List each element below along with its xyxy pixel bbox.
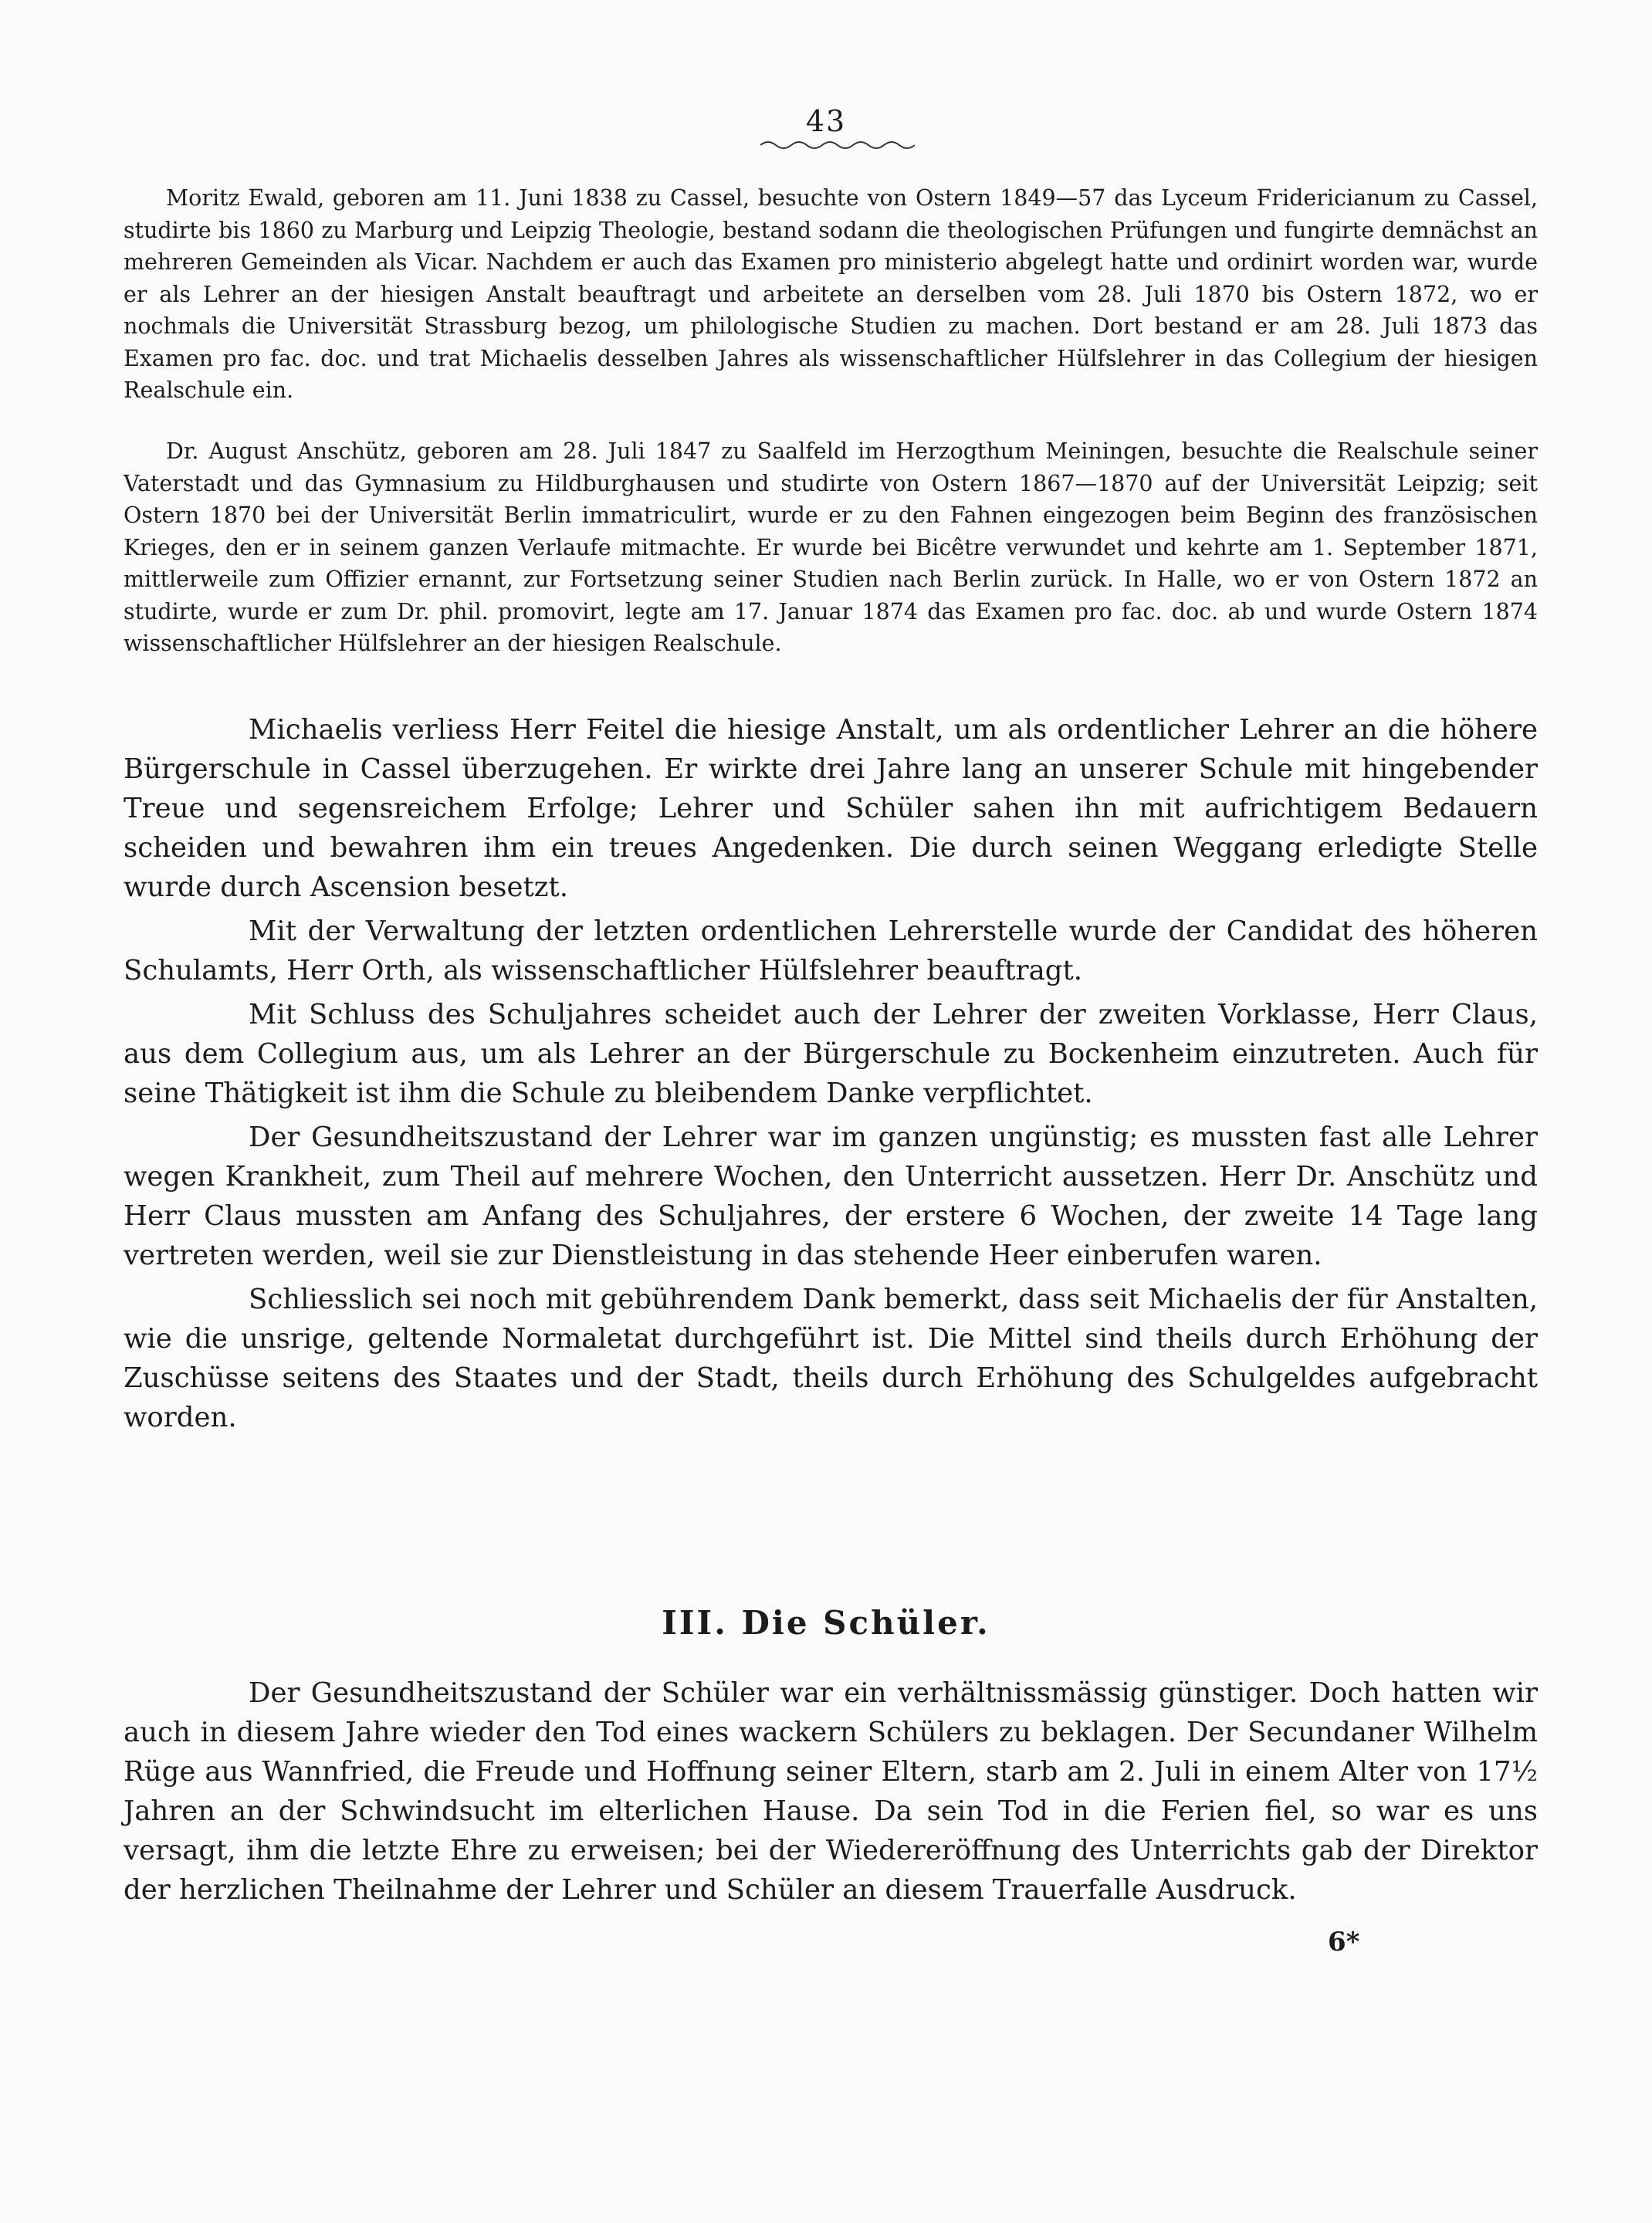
signature-mark: 6*: [1328, 1927, 1360, 1957]
biography-anschuetz: [124, 435, 1538, 660]
staff-report: [124, 710, 1538, 1442]
paragraph: Mit Schluss des Schuljahres scheidet auch der Lehrer der zweiten Vorklasse, Herr Claus, aus dem Collegium aus, um als Lehrer an der Bürgerschule zu Bockenheim einzutreten. Auch für seine Thätigkeit ist ihm die Schule zu bleibendem Danke verpflichtet.: [124, 999, 1538, 1109]
paragraph: Der Gesundheitszustand der Schüler war ein verhältnissmässig günstiger. Doch hatten wir auch in diesem Jahre wieder den Tod eines wackern Schülers zu beklagen. Der Secundaner Wilhelm Rüge aus Wannfried, die Freude und Hoffnung seiner Eltern, starb am 2. Juli in einem Alter von 17½ Jahren an der Schwindsucht im elterlichen Hause. Da sein Tod in die Ferien fiel, so war es uns versagt, ihm die letzte Ehre zu erweisen; bei der Wiedereröffnung des Unterrichts gab der Direktor der herzlichen Theilnahme der Lehrer und Schüler an diesem Trauerfalle Ausdruck.: [124, 1677, 1538, 1906]
section-heading: III. Die Schüler.: [662, 1604, 990, 1642]
page-number: 43: [805, 104, 847, 138]
paragraph: Michaelis verliess Herr Feitel die hiesige Anstalt, um als ordentlicher Lehrer an die höhere Bürgerschule in Cassel überzugehen. Er wirkte drei Jahre lang an unserer Schule mit hingebender Treue und segensreichem Erfolge; Lehrer und Schüler sahen ihn mit aufrichtigem Bedauern scheiden und bewahren ihm ein treues Angedenken. Die durch seinen Weggang erledigte Stelle wurde durch Ascension besetzt.: [124, 714, 1538, 903]
paragraph: Mit der Verwaltung der letzten ordentlichen Lehrerstelle wurde der Candidat des höheren Schulamts, Herr Orth, als wissenschaftlicher Hülfslehrer beauftragt.: [124, 915, 1538, 986]
biography-ewald: [124, 182, 1538, 407]
section-students: [124, 1673, 1538, 1914]
paragraph: Schliesslich sei noch mit gebührendem Dank bemerkt, dass seit Michaelis der für Anstalten, wie die unsrige, geltende Normaletat durchgeführt ist. Die Mittel sind theils durch Erhöhung der Zuschüsse seitens des Staates und der Stadt, theils durch Erhöhung des Schulgeldes aufgebracht worden.: [124, 1284, 1538, 1433]
paragraph: Moritz Ewald, geboren am 11. Juni 1838 zu Cassel, besuchte von Ostern 1849—57 das Lyceum Fridericianum zu Cassel, studirte bis 1860 zu Marburg und Leipzig Theologie, bestand sodann die theologischen Prüfungen und fungirte demnächst an mehreren Gemeinden als Vicar. Nachdem er auch das Examen pro ministerio abgelegt hatte und ordinirt worden war, wurde er als Lehrer an der hiesigen Anstalt beauftragt und arbeitete an derselben vom 28. Juli 1870 bis Ostern 1872, wo er nochmals die Universität Strassburg bezog, um philologische Studien zu machen. Dort bestand er am 28. Juli 1873 das Examen pro fac. doc. und trat Michaelis desselben Jahres als wissenschaftlicher Hülfslehrer in das Collegium der hiesigen Realschule ein.: [124, 185, 1538, 403]
ornament-flourish: [760, 139, 915, 150]
paragraph: Dr. August Anschütz, geboren am 28. Juli 1847 zu Saalfeld im Herzogthum Meiningen, besuchte die Realschule seiner Vaterstadt und das Gymnasium zu Hildburghausen und studirte von Ostern 1867—1870 auf der Universität Leipzig; seit Ostern 1870 bei der Universität Berlin immatriculirt, wurde er zu den Fahnen eingezogen beim Beginn des französischen Krieges, den er in seinem ganzen Verlaufe mitmachte. Er wurde bei Bicêtre verwundet und kehrte am 1. September 1871, mittlerweile zum Offizier ernannt, zur Fortsetzung seiner Studien nach Berlin zurück. In Halle, wo er von Ostern 1872 an studirte, wurde er zum Dr. phil. promovirt, legte am 17. Januar 1874 das Examen pro fac. doc. ab und wurde Ostern 1874 wissenschaftlicher Hülfslehrer an der hiesigen Realschule.: [124, 438, 1538, 656]
paragraph: Der Gesundheitszustand der Lehrer war im ganzen ungünstig; es mussten fast alle Lehrer wegen Krankheit, zum Theil auf mehrere Wochen, den Unterricht aussetzen. Herr Dr. Anschütz und Herr Claus mussten am Anfang des Schuljahres, der erstere 6 Wochen, der zweite 14 Tage lang vertreten werden, weil sie zur Dienstleistung in das stehende Heer einberufen waren.: [124, 1122, 1538, 1271]
